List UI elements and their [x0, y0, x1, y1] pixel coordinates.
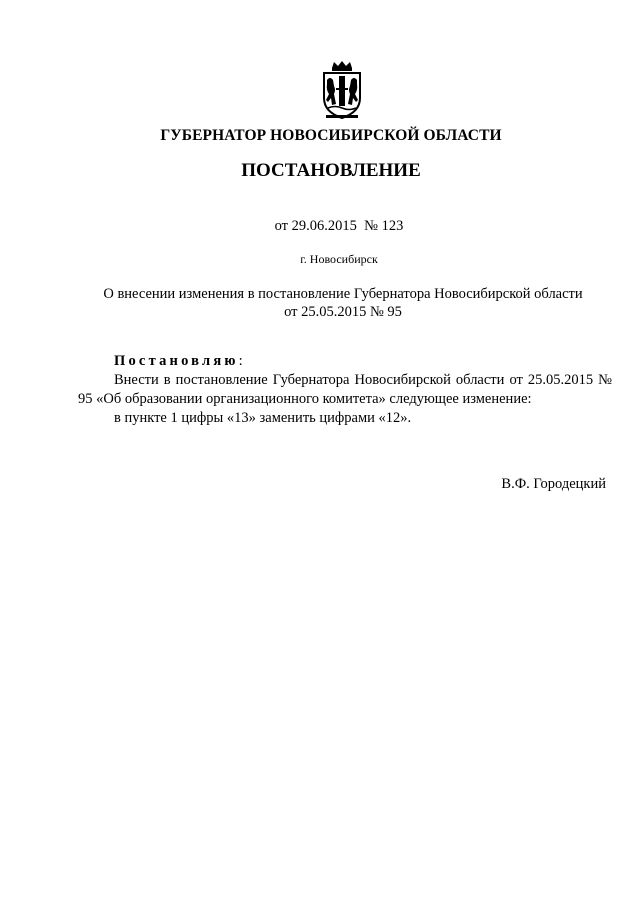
decree-label-line	[78, 352, 612, 371]
date-prefix: от	[274, 218, 289, 234]
decree-label: Постановляю	[114, 353, 239, 369]
decree-change: в пункте 1 цифры «13» заменить цифрами «12».	[114, 410, 412, 426]
issue-city: г. Новосибирск	[300, 252, 378, 266]
document-date: 29.06.2015	[291, 218, 357, 234]
document-body	[78, 352, 612, 428]
document-type-heading: ПОСТАНОВЛЕНИЕ	[241, 160, 421, 181]
subject-line-2: от 25.05.2015 № 95	[284, 304, 402, 320]
date-number-line	[0, 218, 640, 235]
issuer-title: ГУБЕРНАТОР НОВОСИБИРСКОЙ ОБЛАСТИ	[160, 127, 502, 144]
number-prefix: №	[364, 218, 378, 234]
decree-colon: :	[238, 353, 243, 369]
signatory-name: В.Ф. Городецкий	[501, 476, 606, 492]
subject-line-1: О внесении изменения в постановление Губернатора Новосибирской области	[103, 286, 583, 302]
document-number: 123	[381, 218, 404, 234]
coat-of-arms-icon	[316, 60, 368, 120]
decree-paragraph: Внести в постановление Губернатора Новосибирской области от 25.05.2015 № 95 «Об образовании организационного комитета» следующее изменение:	[78, 372, 612, 407]
document-subject	[78, 285, 608, 321]
